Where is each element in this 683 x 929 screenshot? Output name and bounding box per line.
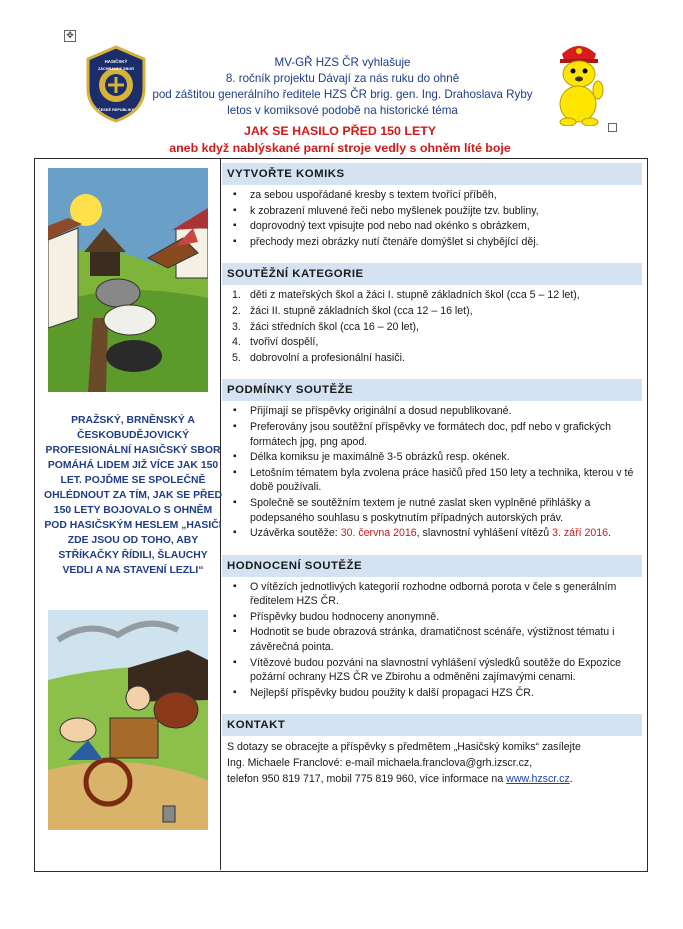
deadline-end: .: [608, 527, 612, 540]
section-title: HODNOCENÍ SOUTĚŽE: [222, 555, 642, 577]
list-item: ▪ O vítězích jednotlivých kategorií rozhodne odborná porota v čele s generálním ředitelem HZS ČR.: [222, 580, 642, 609]
item-text: žáci středních škol (cca 16 – 20 let),: [250, 320, 419, 333]
list-item: ▪ doprovodný text vpisujte pod nebo nad okénko s obrázkem,: [222, 219, 642, 234]
list-item: ▪ Příspěvky budou hodnoceny anonymně.: [222, 610, 642, 625]
svg-text:ZÁCHRANNÝ SBOR: ZÁCHRANNÝ SBOR: [97, 67, 135, 71]
list-item: [222, 304, 642, 319]
announce-date: 3. září 2016: [552, 527, 609, 540]
hzs-logo: [80, 45, 152, 123]
item-text: děti z mateřských škol a žáci I. stupně základních škol (cca 5 – 12 let),: [250, 289, 580, 302]
contact-text: [227, 739, 642, 787]
announce-label: , slavnostní vyhlášení vítězů: [416, 527, 553, 540]
item-number: 5.: [232, 351, 241, 364]
list-item: [222, 320, 642, 335]
item-number: 3.: [232, 320, 241, 333]
list-item: ▪ Délka komiksu je maximálně 3-5 obrázků resp. okének.: [222, 450, 642, 465]
title-line-2: aneb když nablýskané parní stroje vedly s ohněm líté boje: [169, 141, 511, 155]
contact-line-3-end: .: [569, 773, 573, 786]
list-item: ▪ přechody mezi obrázky nutí čtenáře domýšlet si chybějící děj.: [222, 235, 642, 250]
right-column: [222, 163, 642, 801]
section-title: SOUTĚŽNÍ KATEGORIE: [222, 263, 642, 285]
item-text: dobrovolní a profesionální hasiči.: [250, 351, 405, 364]
main-title: [60, 123, 620, 157]
left-column-text: PRAŽSKÝ, BRNĚNSKÝ A ČESKOBUDĚJOVICKÝ PROFESIONÁLNÍ HASIČSKÝ SBOR POMÁHÁ LIDEM JIŽ VÍCE JAK 150 LET. POJĎME SE SPOLEČNĚ OHLÉDNOUT ZA TÍM, JAK SE PŘED 150 LETY BOJOVALO S OHNĚM POD HASIČSKÝM HESLEM „HASIČI ZDE JSOU OD TOHO, ABY STŘÍKAČKY ŘÍDILI, ŠLAUCHY VEDLI A NA STAVENÍ LEZLI“: [44, 415, 222, 576]
mascot-dog-illustration: [548, 40, 610, 126]
numbered-list: [222, 288, 642, 365]
bullet-list: [222, 188, 642, 249]
list-item: [222, 335, 642, 350]
list-item: ▪ Společně se soutěžním textem je nutné zaslat sken vyplněné přihlášky a podepsaného souhlasu s poskytnutím případných autorských práv.: [222, 496, 642, 525]
item-number: 4.: [232, 336, 241, 349]
deadline-label: Uzávěrka soutěže:: [250, 527, 341, 540]
title-line-1: JAK SE HASILO PŘED 150 LETY: [243, 124, 437, 138]
list-item: ▪ Hodnotit se bude obrazová stránka, dramatičnost scénáře, výstižnost tématu i závěrečná pointa.: [222, 625, 642, 654]
section-contact: [222, 714, 642, 787]
website-link[interactable]: www.hzscr.cz: [506, 773, 570, 786]
svg-text:ČESKÉ REPUBLIKY: ČESKÉ REPUBLIKY: [97, 108, 135, 112]
list-item: [222, 351, 642, 366]
list-item: ▪ za sebou uspořádané kresby s textem tvořící příběh,: [222, 188, 642, 203]
item-number: 2.: [232, 304, 241, 317]
move-anchor-icon: ✥: [64, 30, 76, 42]
section-title: VYTVOŘTE KOMIKS: [222, 163, 642, 185]
item-text: žáci II. stupně základních škol (cca 12 – 16 let),: [250, 304, 473, 317]
list-item: ▪ Nejlepší příspěvky budou použity k další propagaci HZS ČR.: [222, 686, 642, 701]
svg-text:HASIČSKÝ: HASIČSKÝ: [104, 59, 128, 64]
section-categories: [222, 263, 642, 365]
list-item: [222, 288, 642, 303]
header-line-2: 8. ročník projektu Dávají za nás ruku do ohně: [225, 72, 460, 85]
comic-illustration-bottom: [48, 610, 208, 830]
section-conditions: [222, 379, 642, 540]
list-item: ▪ Vítězové budou pozváni na slavnostní vyhlášení výsledků soutěže do Expozice požární ochrany HZS ČR ve Zbirohu a odměněni zajímavými cenami.: [222, 656, 642, 685]
comic-illustration-top: [48, 168, 208, 392]
deadline-item: [222, 526, 642, 541]
section-evaluation: [222, 555, 642, 701]
contact-line-3: telefon 950 819 717, mobil 775 819 960, více informace na: [227, 773, 507, 786]
list-item: ▪ k zobrazení mluvené řeči nebo myšlenek použijte tzv. bubliny,: [222, 204, 642, 219]
item-text: tvořiví dospělí,: [250, 336, 319, 349]
section-create-comic: [222, 163, 642, 249]
list-item: ▪ Letošním tématem byla zvolena práce hasičů před 150 lety a technika, kterou v té době používali.: [222, 466, 642, 495]
section-title: PODMÍNKY SOUTĚŽE: [222, 379, 642, 401]
contact-line-2: Ing. Michaele Franclové: e-mail michaela.franclova@grh.izscr.cz,: [227, 757, 533, 770]
header-line-3: pod záštitou generálního ředitele HZS ČR brig. gen. Ing. Drahoslava Ryby: [152, 88, 533, 101]
list-item: ▪ Preferovány jsou soutěžní příspěvky ve formátech doc, pdf nebo v grafických formátech jpg, png apod.: [222, 420, 642, 449]
deadline-date: 30. června 2016: [340, 527, 417, 540]
header-line-4: letos v komiksové podobě na historické téma: [227, 104, 458, 117]
list-item: ▪ Přijímají se příspěvky originální a dosud nepublikované.: [222, 404, 642, 419]
header-line-1: MV-GŘ HZS ČR vyhlašuje: [274, 56, 411, 69]
announcement-header: [150, 55, 535, 119]
contact-line-1: S dotazy se obracejte a příspěvky s předmětem „Hasičský komiks“ zasílejte: [227, 741, 581, 754]
item-number: 1.: [232, 289, 241, 302]
bullet-list: [222, 580, 642, 701]
bullet-list: [222, 404, 642, 540]
section-title: KONTAKT: [222, 714, 642, 736]
